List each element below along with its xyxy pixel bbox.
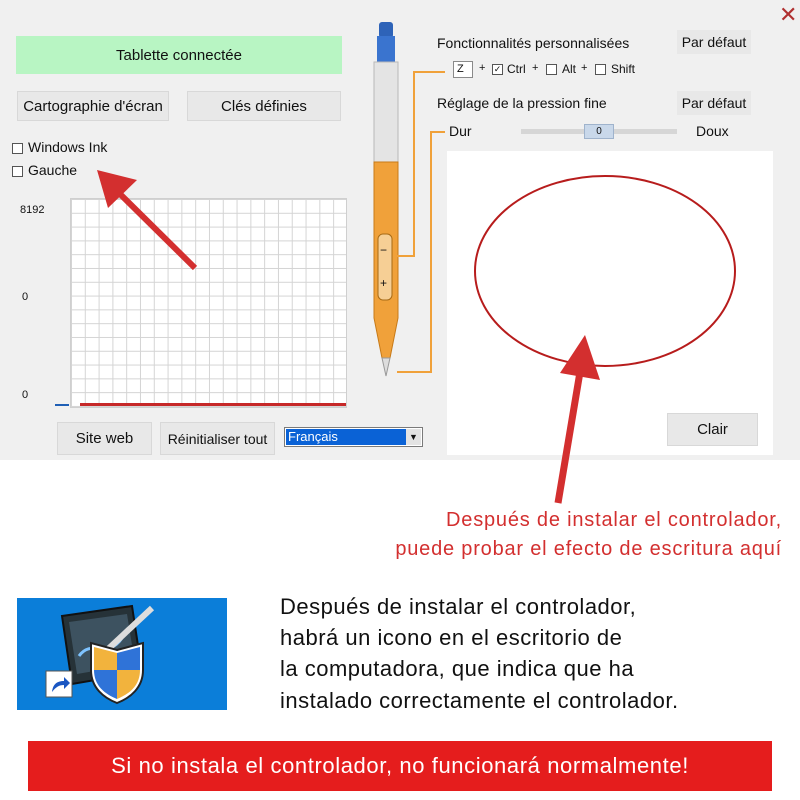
- pen-minus-label: −: [380, 243, 388, 257]
- ctrl-checkbox[interactable]: ✓: [493, 64, 502, 74]
- plus-sign: +: [532, 62, 539, 74]
- graph-y-min: 0: [22, 389, 29, 401]
- screen-mapping-button[interactable]: Cartographie d'écran: [17, 91, 169, 121]
- language-selected: Français: [286, 429, 406, 445]
- tablet-status-bar: Tablette connectée: [16, 36, 342, 74]
- shift-label: Shift: [611, 62, 636, 76]
- default-button-features[interactable]: Par défaut: [677, 30, 751, 54]
- reset-all-button[interactable]: Réinitialiser tout: [160, 422, 275, 455]
- icon-note-line2: habrá un icono en el escritorio de: [280, 625, 623, 650]
- defined-keys-button[interactable]: Clés définies: [187, 91, 341, 121]
- windows-ink-label: Windows Ink: [28, 139, 108, 155]
- shortcut-key-input[interactable]: Z: [453, 61, 473, 78]
- custom-features-title: Fonctionnalités personnalisées: [437, 35, 630, 51]
- plus-sign: +: [479, 62, 486, 74]
- drawing-note-line1: Después de instalar el controlador,: [446, 509, 782, 531]
- shortcut-arrow-icon: [45, 670, 75, 700]
- pen-plus-label: +: [380, 276, 388, 290]
- ctrl-label: Ctrl: [507, 62, 526, 76]
- desktop-icon-preview: [17, 598, 227, 710]
- warning-banner: Si no instala el controlador, no funcionará normalmente!: [28, 741, 772, 791]
- alt-label: Alt: [562, 62, 577, 76]
- clear-button[interactable]: Clair: [667, 413, 758, 446]
- pressure-hard-label: Dur: [449, 123, 472, 139]
- icon-note-line3: la computadora, que indica que ha: [280, 656, 635, 681]
- website-button[interactable]: Site web: [57, 422, 152, 455]
- icon-note-line4: instalado correctamente el controlador.: [280, 688, 679, 713]
- left-hand-label: Gauche: [28, 162, 78, 178]
- plus-sign: +: [581, 62, 588, 74]
- close-icon[interactable]: ✕: [779, 2, 798, 27]
- pressure-title: Réglage de la pression fine: [437, 95, 607, 111]
- default-button-pressure[interactable]: Par défaut: [677, 91, 751, 115]
- drawing-note-line2: puede probar el efecto de escritura aquí: [395, 538, 782, 560]
- chevron-down-icon[interactable]: ▼: [406, 429, 421, 445]
- graph-y-mid: 0: [22, 291, 29, 303]
- graph-y-max: 8192: [20, 204, 45, 216]
- pressure-soft-label: Doux: [696, 123, 729, 139]
- icon-note-line1: Después de instalar el controlador,: [280, 594, 637, 619]
- pressure-slider-thumb[interactable]: 0: [584, 124, 614, 139]
